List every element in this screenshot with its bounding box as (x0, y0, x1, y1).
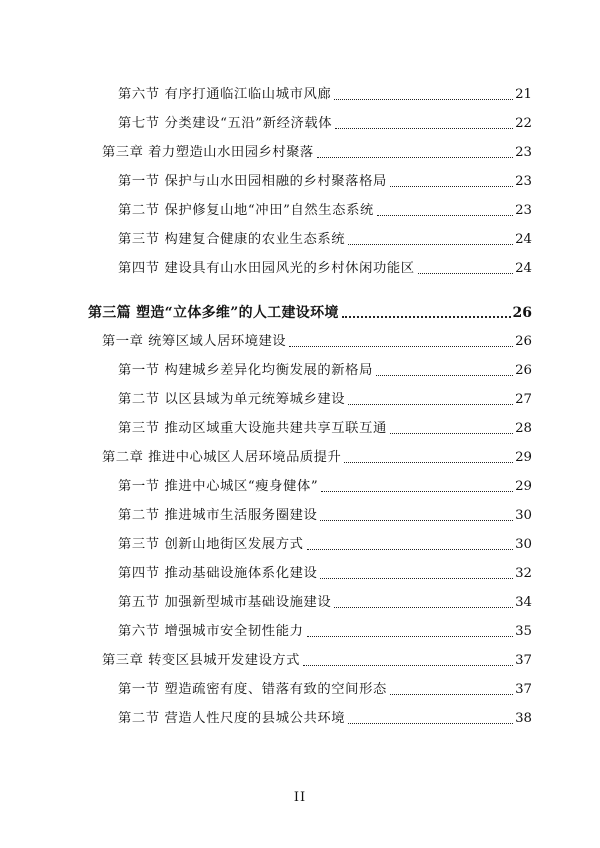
toc-entry-label: 第一章 统筹区域人居环境建设 (102, 334, 287, 349)
toc-entry-page: 29 (515, 479, 532, 494)
toc-entry-chapter (102, 332, 532, 350)
toc-entry-label: 第一节 塑造疏密有度、错落有致的空间形态 (118, 682, 387, 697)
toc-dot-leader (320, 578, 513, 579)
toc-entry-page: 23 (515, 145, 532, 160)
toc-entry-page: 21 (515, 87, 532, 102)
toc-dot-leader (317, 157, 513, 158)
toc-dot-leader (321, 491, 513, 492)
toc-entry-page: 38 (515, 711, 532, 726)
toc-entry-page: 30 (515, 537, 532, 552)
toc-entry-label: 第四节 建设具有山水田园风光的乡村休闲功能区 (118, 261, 415, 276)
toc-entry-label: 第七节 分类建设“五沿”新经济载体 (118, 116, 333, 131)
toc-dot-leader (307, 549, 514, 550)
toc-entry-chapter (102, 143, 532, 161)
toc-entry-section (118, 709, 532, 727)
toc-entry-section (118, 506, 532, 524)
toc-entry-label: 第一节 推进中心城区“瘦身健体” (118, 479, 319, 494)
toc-dot-leader (289, 346, 513, 347)
toc-dot-leader (377, 215, 513, 216)
toc-entry-page: 30 (515, 508, 532, 523)
toc-entry-page: 24 (515, 232, 532, 247)
toc-entry-label: 第四节 推动基础设施体系化建设 (118, 566, 318, 581)
toc-entry-section (118, 564, 532, 582)
toc-dot-leader (390, 433, 513, 434)
toc-entry-part (88, 303, 532, 321)
toc-entry-label: 第一节 保护与山水田园相融的乡村聚落格局 (118, 174, 387, 189)
toc-entry-page: 23 (515, 174, 532, 189)
toc-entry-page: 22 (515, 116, 532, 131)
toc-entry-chapter (102, 448, 532, 466)
toc-entry-section (118, 361, 532, 379)
toc-dot-leader (390, 694, 513, 695)
toc-entry-label: 第三节 构建复合健康的农业生态系统 (118, 232, 346, 247)
toc-entry-page: 37 (515, 653, 532, 668)
toc-entry-section (118, 390, 532, 408)
toc-entry-label: 第六节 增强城市安全韧性能力 (118, 624, 304, 639)
toc-entry-label: 第三节 创新山地街区发展方式 (118, 537, 304, 552)
toc-dot-leader (376, 375, 513, 376)
toc-entry-section (118, 114, 532, 132)
toc-dot-leader (342, 316, 511, 318)
toc-entry-page: 32 (515, 566, 532, 581)
toc-entry-section (118, 230, 532, 248)
toc-dot-leader (344, 462, 513, 463)
toc-dot-leader (418, 273, 513, 274)
toc-entry-page: 27 (515, 392, 532, 407)
page-number-footer: II (293, 790, 307, 805)
toc-dot-leader (334, 607, 513, 608)
toc-entry-section (118, 593, 532, 611)
toc-entry-section (118, 85, 532, 103)
toc-entry-section (118, 680, 532, 698)
toc-dot-leader (335, 128, 513, 129)
toc-entry-section (118, 201, 532, 219)
toc-entry-label: 第二节 推进城市生活服务圈建设 (118, 508, 318, 523)
toc-entry-page: 37 (515, 682, 532, 697)
toc-entry-section (118, 535, 532, 553)
toc-entry-page: 35 (515, 624, 532, 639)
toc-dot-leader (348, 404, 513, 405)
toc-dot-leader (348, 723, 513, 724)
toc-entry-label: 第二章 推进中心城区人居环境品质提升 (102, 450, 342, 465)
toc-dot-leader (303, 665, 513, 666)
toc-entry-page: 26 (512, 305, 532, 321)
toc-entry-page: 24 (515, 261, 532, 276)
toc-entry-page: 34 (515, 595, 532, 610)
toc-entry-section (118, 419, 532, 437)
toc-entry-label: 第二节 营造人性尺度的县城公共环境 (118, 711, 346, 726)
toc-entry-label: 第一节 构建城乡差异化均衡发展的新格局 (118, 363, 373, 378)
toc-entry-label: 第二节 以区县域为单元统筹城乡建设 (118, 392, 346, 407)
toc-dot-leader (320, 520, 513, 521)
toc-entry-label: 第六节 有序打通临江临山城市风廊 (118, 87, 332, 102)
toc-entry-label: 第三章 着力塑造山水田园乡村聚落 (102, 145, 314, 160)
toc-entry-section (118, 622, 532, 640)
toc-entry-section (118, 172, 532, 190)
toc-entry-section (118, 259, 532, 277)
toc-dot-leader (334, 99, 513, 100)
toc-dot-leader (390, 186, 513, 187)
toc-entry-label: 第三篇 塑造“立体多维”的人工建设环境 (88, 305, 339, 321)
toc-dot-leader (348, 244, 513, 245)
toc-entry-page: 23 (515, 203, 532, 218)
toc-entry-page: 26 (515, 334, 532, 349)
toc-entry-label: 第五节 加强新型城市基础设施建设 (118, 595, 332, 610)
toc-dot-leader (307, 636, 514, 637)
toc-entry-section (118, 477, 532, 495)
toc-entry-label: 第三章 转变区县城开发建设方式 (102, 653, 300, 668)
toc-entry-label: 第二节 保护修复山地“冲田”自然生态系统 (118, 203, 374, 218)
toc-entry-label: 第三节 推动区域重大设施共建共享互联互通 (118, 421, 387, 436)
toc-entry-page: 28 (515, 421, 532, 436)
toc-entry-chapter (102, 651, 532, 669)
toc-entry-page: 29 (515, 450, 532, 465)
toc-entry-page: 26 (515, 363, 532, 378)
